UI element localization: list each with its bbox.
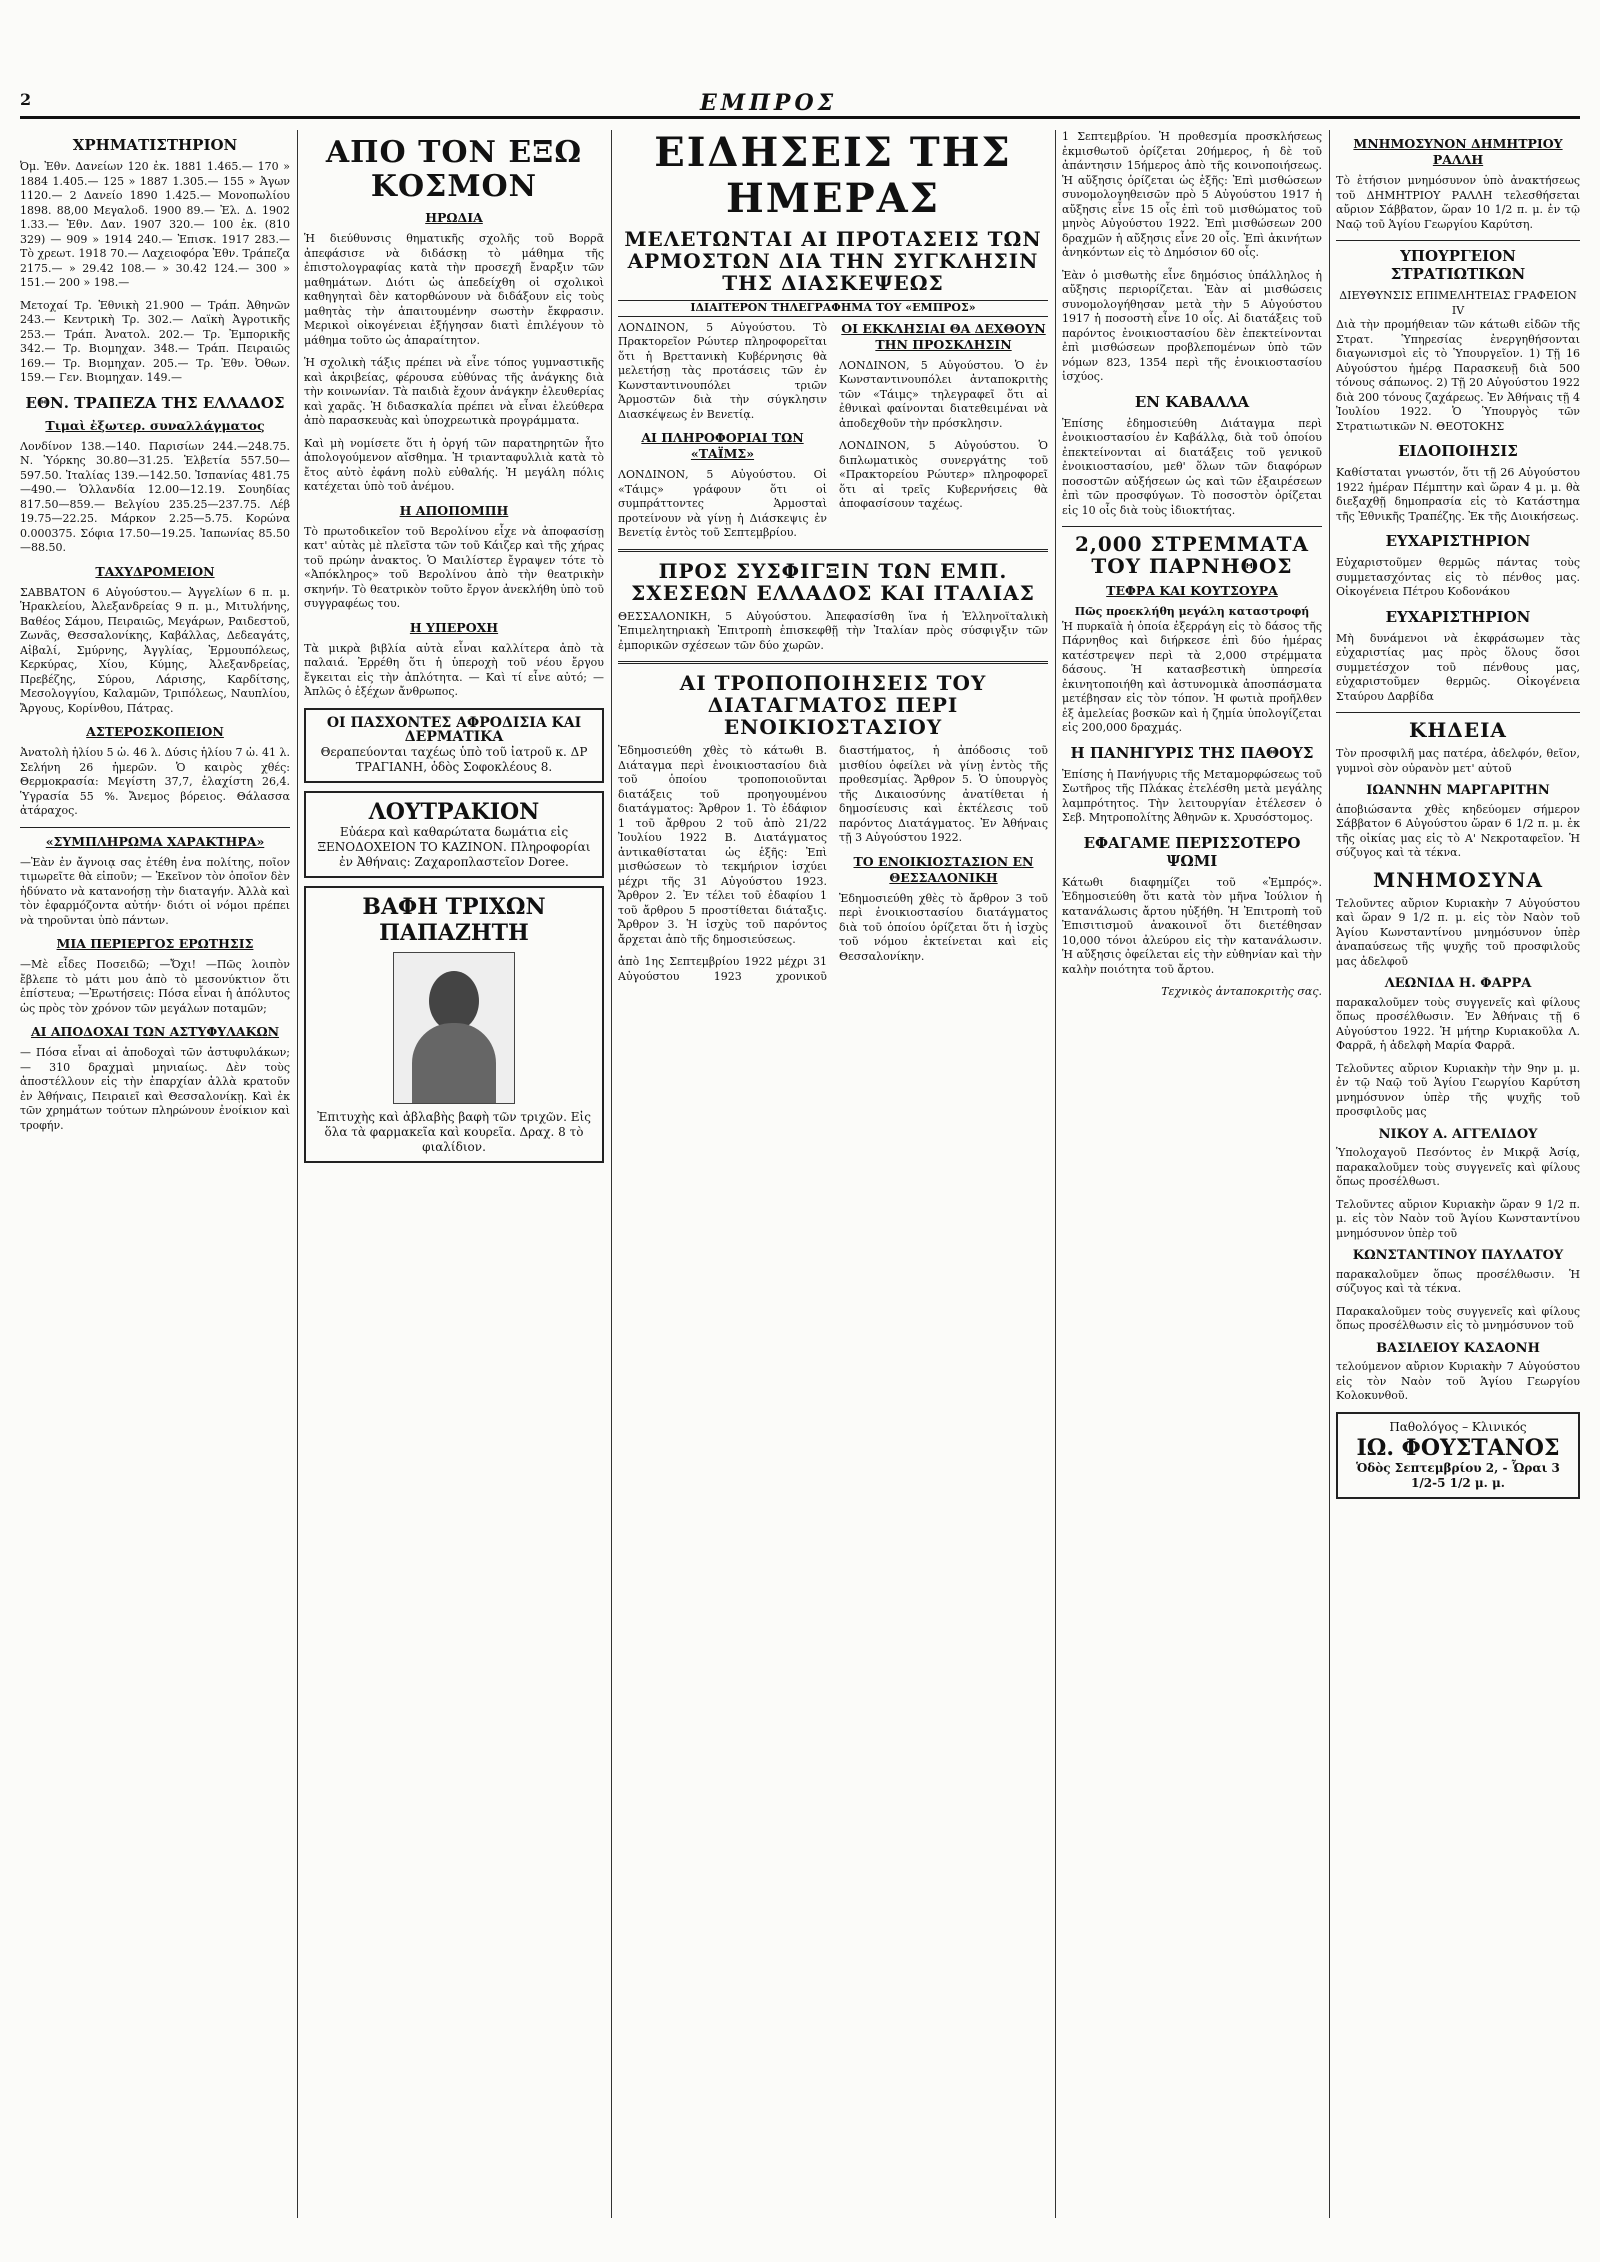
article-text: — Πόσα εἶναι αἱ ἀποδοχαὶ τῶν ἀστυφυλάκων; — 310 δραχμαὶ μηνιαίως. Δὲν τοὺς ἀποστέλλουν εἰς τὴν ἐπαρχίαν ἀλλὰ κρατοῦν ἐν Ἀθήναις, Πειραιεῖ καὶ Θεσσαλονίκῃ. Καὶ ἐκ τῶν χρημάτων τούτων πληρώνουν ἐνοίκιον καὶ τροφήν. <box>20 1046 290 1132</box>
column-divider <box>1055 130 1056 2218</box>
article-text: Καὶ μὴ νομίσετε ὅτι ἡ ὀργή τῶν παρατηρητῶν ἦτο ἀπολογούμενον αἴσθημα. Ἡ τριανταφυλλιὰ κατὰ τὸ ἔτος αὐτὸ ἐφάνη πολὺ εὐθαλής. Ἡ μεγάλη πόλις κατέχεται ὑπὸ τοῦ ἀνέμου. <box>304 436 604 493</box>
notice-heading: ΜΝΗΜΟΣΥΝΟΝ ΔΗΜΗΤΡΙΟΥ ΡΑΛΛΗ <box>1353 136 1563 167</box>
notice-text: Τὸ ἐτήσιον μνημόσυνον ὑπὸ ἀνακτήσεως τοῦ ΔΗΜΗΤΡΙΟΥ ΡΑΛΛΗ τελεσθήσεται αὔριον Σάββατον, ὥραν 10 1/2 π. μ. ἐν τῷ Ναῷ τοῦ Ἁγίου Γεωργίου Καρύτση. <box>1336 174 1580 231</box>
article-text: ΛΟΝΔΙΝΟΝ, 5 Αὐγούστου. Ὁ ἐν Κωνσταντινουπόλει ἀνταποκριτὴς τῶν «Τάιμς» τηλεγραφεῖ ὅτι αἱ ἐθνικαὶ φαίνονται διατεθειμέναι νὰ ἀποδεχθοῦν τὴν πρόσκλησιν. <box>839 358 1048 430</box>
section-heading: ΕΘΝ. ΤΡΑΠΕΖΑ ΤΗΣ ΕΛΛΑΔΟΣ <box>25 393 285 412</box>
section-heading: ΤΑΧΥΔΡΟΜΕΙΟΝ <box>95 563 215 579</box>
article-text: Τὰ μικρὰ βιβλία αὐτὰ εἶναι καλλίτερα ἀπὸ τὰ παλαιά. Ἐρρέθη ὅτι ἡ ὑπεροχὴ τοῦ νέου ἔργου ἔγκειται εἰς τὴν ἀπλότητα. — Καὶ τί εἶνε αὐτό; — Ἀπλῶς ὁ ἐξέχων ἄνθρωπος. <box>304 641 604 698</box>
column-divider <box>297 130 298 2218</box>
article-heading: Η ΠΑΝΗΓΥΡΙΣ ΤΗΣ ΠΑΘΟΥΣ <box>1070 743 1314 762</box>
article-subheading: ΤΕΦΡΑ ΚΑΙ ΚΟΥΤΣΟΥΡΑ <box>1106 583 1278 598</box>
notice-text: Εὐχαριστοῦμεν θερμῶς πάντας τοὺς συμμετασχόντας εἰς τὸ πένθος μας. Οἰκογένεια Πέτρου Κοδονάκου <box>1336 556 1580 598</box>
article-text: —Μὲ εἶδες Ποσειδῶ; —Ὄχι! —Πῶς λοιπὸν ἔβλεπε τὸ μάτι μου ἀπὸ τὸ μεσονύκτιον ὅτι ἐπίστευα; —Ἐρωτήσεις: Πόσα εἶναι ἡ ἀπόλυτος ὡς πρὸς τὸν χρόνον τῶν μεγάλων ποταμῶν; <box>20 958 290 1015</box>
ad-title: ΟΙ ΠΑΣΧΟΝΤΕΣ ΑΦΡΟΔΙΣΙΑ ΚΑΙ ΔΕΡΜΑΤΙΚΑ <box>326 714 582 745</box>
article-text: Ἡ διεύθυνσις θηματικῆς σχολῆς τοῦ Βορρᾶ ἀπεφάσισε νὰ διδάσκῃ τὸ μάθημα τῆς ἐπιστολογραφίας κατὰ τὴν προσεχῆ ἔναρξιν τῶν μαθημάτων. Διότι ὡς ἀπεδείχθη οἱ σχολικοὶ καθηγηταὶ δὲν κατορθώνουν νὰ διδάξουν εἰς τοὺς μαθητὰς τὴν ἀπαιτουμένην σωστὴν ἔκφρασιν. Μερικοὶ οἰκογένειαι ἐξήγησαν διατὶ ἐπιλέγουν τὸ μάθημα τοῦτο ὡς ἀπαραίτητον. <box>304 232 604 347</box>
advertisement <box>304 886 604 1163</box>
masthead <box>20 90 1580 119</box>
article-heading: ΕΦΑΓΑΜΕ ΠΕΡΙΣΣΟΤΕΡΟ ΨΩΜΙ <box>1083 833 1301 870</box>
article-headline: 2,000 ΣΤΡΕΜΜΑΤΑ ΤΟΥ ΠΑΡΝΗΘΟΣ <box>1074 532 1310 578</box>
signature: Τεχνικὸς ἀνταποκριτὴς σας. <box>1161 985 1322 998</box>
column-divider <box>611 130 612 2218</box>
article-text: ΘΕΣΣΑΛΟΝΙΚΗ, 5 Αὐγούστου. Ἀπεφασίσθη ἵνα ἡ Ἑλληνοϊταλικὴ Ἐπιμελητηριακὴ Ἐπιτροπὴ ἐπισκεφθῇ τὴν Ἰταλίαν πρὸς σύσφιγξιν τῶν ἐμπορικῶν σχέσεων τῶν δύο χωρῶν. <box>618 609 1048 652</box>
column-1 <box>20 130 290 2218</box>
deceased-name: ΙΩΑΝΝΗΝ ΜΑΡΓΑΡΙΤΗΝ <box>1366 783 1550 798</box>
section-heading: ΑΣΤΕΡΟΣΚΟΠΕΙΟΝ <box>86 724 224 739</box>
newspaper-title: ΕΜΠΡΟΣ <box>700 90 838 116</box>
deceased-name: ΚΩΝΣΤΑΝΤΙΝΟΥ ΠΑΥΛΑΤΟΥ <box>1352 1248 1564 1263</box>
notice-text: Διὰ τὴν προμήθειαν τῶν κάτωθι εἰδῶν τῆς Στρατ. Ὑπηρεσίας ἐνεργηθήσονται διαγωνισμοὶ εἰς τὸ Ὑπουργεῖον. 1) Τῇ 16 Αὐγούστου ἡμέρᾳ Παρασκευῇ διὰ 500 τόνους σάπωνος. 2) Τῇ 20 Αὐγούστου 1922 διὰ 200 τόνους ζαχάρεως. Ἐν Ἀθήναις τῇ 4 Ἰουλίου 1922. Ὁ Ὑπουργὸς τῶν Στρατιωτικῶν Ν. ΘΕΟΤΟΚΗΣ <box>1336 318 1580 433</box>
ad-subtitle: Παθολόγος – Κλινικός <box>1389 1419 1527 1434</box>
article-text: Ἡ πυρκαϊὰ ἡ ὁποία ἐξερράγη εἰς τὸ δάσος τῆς Πάρνηθος καὶ διήρκεσε ἐπὶ δύο ἡμέρας κατέστρεψεν περὶ τὰ 2,000 στρέμματα δάσους. Ἡ κατασβεστικὴ ὑπηρεσία ἐκινητοποιήθη καὶ ἀστυνομικὰ ἀποσπάσματα μετέβησαν εἰς τὸν τόπον. Ἡ φωτιὰ προῆλθεν ἐξ ἀμελείας βοσκῶν καὶ ἡ ζημία ὑπολογίζεται εἰς 200,000 δραχμάς. <box>1062 619 1322 734</box>
notice-heading: ΜΝΗΜΟΣΥΝΑ <box>1372 867 1544 892</box>
notice-heading: ΕΙΔΟΠΟΙΗΣΙΣ <box>1398 442 1518 460</box>
article-headline: ΜΕΛΕΤΩΝΤΑΙ ΑΙ ΠΡΟΤΑΣΕΙΣ ΤΩΝ ΑΡΜΟΣΤΩΝ ΔΙΑ ΤΗΝ ΣΥΓΚΛΗΣΙΝ ΤΗΣ ΔΙΑΣΚΕΨΕΩΣ <box>624 227 1042 295</box>
market-quotes: Ὀμ. Ἐθν. Δανείων 120 ἐκ. 1881 1.465.— 170 » 1884 1.405.— 125 » 1887 1.305.— 155 » Ἀγων 1120.— 2 Δανείο 1890 1.425.— Μονοπωλίου 1898. 88,00 Μεγαλοδ. 1900 89.— Ἐλ. Δ. 1902 1.33.— Ἐθν. Δαν. 1907 320.— 100 ἐκ. (810 329) — 909 » 1914 240.— Ἐπισκ. 1917 283.— Τὸ χρεωτ. 1918 70.— Λαχειοφόρα Ἐθν. Τράπεζα 2175.— » 29.42 108.— » 30.42 124.— 300 » 151.— 200 » 198.— <box>20 160 290 289</box>
article-text: ἀπὸ 1ης Σεπτεμβρίου 1922 μέχρι 31 Αὐγούστου 1923 χρονικοῦ διαστήματος, ἡ ἀπόδοσις τοῦ μισθίου ὀφείλει νὰ γίνῃ ἐντὸς τῆς προθεσμίας. Ἄρθρον 5. Ὁ ὑπουργὸς τῆς Δικαιοσύνης ἀνατίθεται ἡ δημοσίευσις καὶ ἐκτέλεσις τοῦ παρόντος Διατάγματος. Ἐν Ἀθήναις τῇ 3 Αὐγούστου 1922. <box>618 744 1048 983</box>
section-banner: ΑΠΟ ΤΟΝ ΕΞΩ ΚΟΣΜΟΝ <box>325 135 583 204</box>
article-text: ΛΟΝΔΙΝΟΝ, 5 Αὐγούστου. Τὸ Πρακτορεῖον Ρώυτερ πληροφορεῖται ὅτι ἡ Βρεττανικὴ Κυβέρνησις θὰ μελετήσῃ τὰς προτάσεις τῶν ἐν Κωνσταντινουπόλει τριῶν Ἁρμοστῶν διὰ τὴν σύγκλησιν Διασκέψεως ἐν Βενετίᾳ. <box>618 320 827 421</box>
article-text: Τὸ πρωτοδικεῖον τοῦ Βερολίνου εἶχε νὰ ἀποφασίσῃ κατ' αὐτὰς μὲ πλεῖστα τῶν τοῦ Κάιζερ καὶ τῆς χήρας τοῦ πρώην ἀνακτος. Ὁ Μαιλίστερ ἔγραψεν τότε τὸ «Ἀπόκληρος» τοῦ Βερολίνου ἀπὸ τὴν θεατρικὴν σκηνήν. Τὸ θεατρικὸν τοῦτο ἔργον ἀνεκλήθη ὑπὸ τοῦ συγγραφέως του. <box>304 524 604 610</box>
post-schedule: ΣΑΒΒΑΤΟΝ 6 Αὐγούστου.— Ἀγγελίων 6 π. μ. Ἡρακλείου, Ἀλεξανδρείας 9 π. μ., Μιτυλήνης, Βαθέος Σάμου, Πειραιῶς, Μεγάρων, Ραιδεστοῦ, Ζωνᾶς, Θεσσαλονίκης, Καβάλλας, Δεδεαγάτς, Αἰβαλί, Σμύρνης, Ἀγγλίας, Ἐρμουπόλεως, Κερκύρας, Χίου, Κύμης, Ἀλεξανδρείας, Πρεβέζης, Σύρου, Λάρισης, Καρδίτσης, Μεσολογγίου, Καλαμῶν, Τριπόλεως, Ναυπλίου, Ἄργους, Κορίνθου, Πάτρας. <box>20 585 290 715</box>
notice-heading: ΥΠΟΥΡΓΕΙΟΝ ΣΤΡΑΤΙΩΤΙΚΩΝ <box>1390 247 1526 283</box>
column-5 <box>1336 130 1580 2218</box>
section-heading: ΑΙ ΑΠΟΔΟΧΑΙ ΤΩΝ ΑΣΤΥΦΥΛΑΚΩΝ <box>30 1024 280 1039</box>
article-heading: ΤΟ ΕΝΟΙΚΙΟΣΤΑΣΙΟΝ ΕΝ ΘΕΣΣΑΛΟΝΙΚΗ <box>853 853 1034 885</box>
article-text: ΛΟΝΔΙΝΟΝ, 5 Αὐγούστου. Ὁ διπλωματικὸς συνεργάτης τοῦ «Πρακτορείου Ρώυτερ» πληροφορεῖ ὅτι αἱ τρεῖς Κυβερνήσεις θὰ ἀποφασίσουν ταχέως. <box>839 439 1048 510</box>
ad-text: Ἐπιτυχὴς καὶ ἀβλαβὴς βαφὴ τῶν τριχῶν. Εἰς ὅλα τὰ φαρμακεῖα καὶ κουρεῖα. Δραχ. 8 τὸ φιαλίδιον. <box>317 1109 591 1154</box>
article-headline: ΑΙ ΤΡΟΠΟΠΟΙΗΣΕΙΣ ΤΟΥ ΔΙΑΤΑΓΜΑΤΟΣ ΠΕΡΙ ΕΝΟΙΚΙΟΣΤΑΣΙΟΥ <box>679 671 987 739</box>
headline-subtitle: ΙΔΙΑΙΤΕΡΟΝ ΤΗΛΕΓΡΑΦΗΜΑ ΤΟΥ «ΕΜΠΡΟΣ» <box>618 300 1048 317</box>
article-text: Ἐδημοσιεύθη χθὲς τὸ ἄρθρον 3 τοῦ περὶ ἐνοικιοστασίου διατάγματος διὰ τοῦ ὁποίου ὁρίζεται ὅτι ἡ ἰσχὺς τοῦ νόμου ἐκτείνεται καὶ εἰς Θεσσαλονίκην. <box>839 891 1048 963</box>
notice-heading: ΕΥΧΑΡΙΣΤΗΡΙΟΝ <box>1385 532 1531 550</box>
notice-subheading: ΔΙΕΥΘΥΝΣΙΣ ΕΠΙΜΕΛΗΤΕΙΑΣ ΓΡΑΦΕΙΟΝ IV <box>1339 289 1577 317</box>
divider <box>1062 526 1322 527</box>
column-divider <box>1329 130 1330 2218</box>
article-text: ΛΟΝΔΙΝΟΝ, 5 Αὐγούστου. Οἱ «Τάιμς» γράφουν ὅτι οἱ συμπράττοντες Ἁρμοσταὶ προτείνουν νὰ γίνῃ ἡ Διάσκεψις ἐν Βενετίᾳ ἐντὸς τοῦ Σεπτεμβρίου. <box>618 468 827 539</box>
notice-text: παρακαλοῦμεν ὅπως προσέλθωσιν. Ἡ σύζυγος καὶ τὰ τέκνα. <box>1336 1267 1580 1295</box>
ad-text: Θεραπεύονται ταχέως ὑπὸ τοῦ ἰατροῦ κ. ΔΡ ΤΡΑΓΙΑΝΗ, ὁδὸς Σοφοκλέους 8. <box>320 744 588 774</box>
article-text: Κάτωθι διαφημίζει τοῦ «Ἐμπρός». Ἐδημοσιεύθη ὅτι κατὰ τὸν μῆνα Ἰούλιον ἡ κατανάλωσις ἄρτου ηὐξήθη. Ἡ Ἐπιτροπὴ τοῦ Ἐπισιτισμοῦ ἀνακοινοῖ ὅτι διετέθησαν 10,000 τόνοι ἀλεύρου εἰς τὴν κατανάλωσιν. Ἡ αὔξησις ὀφείλεται εἰς τὴν εὐθηνίαν καὶ τὴν καλὴν ποιότητα τοῦ ἄρτου. <box>1062 875 1322 976</box>
woman-portrait-illustration <box>393 952 515 1104</box>
article-heading: ΕΝ ΚΑΒΑΛΛΑ <box>1134 392 1250 411</box>
ad-title: ΛΟΥΤΡΑΚΙΟΝ <box>368 798 540 825</box>
article-text: 1 Σεπτεμβρίου. Ἡ προθεσμία προσκλήσεως ἐκμισθωτοῦ ὁρίζεται 20ήμερος, ἡ δὲ τοῦ ἀπάντησιν 15ήμερος ἀπὸ τῆς κοινοποιήσεως. Ἡ αὔξησις ὁρίζεται ὡς ἑξῆς: Ἐπὶ μισθώσεων συνομολογηθεισῶν πρὸ 5 Αὐγούστου 1917 ἡ αὔξησις εἶνε 15 οἷς ἐπὶ τοῦ μισθώματος τοῦ μηνὸς Αὐγούστου 1922. Ἐπὶ μισθώσεων 200 δραχμῶν ἡ αὔξησις εἶνε 20 οἷς. Ἐπὶ ἀκινήτων ἀνηκόντων εἰς τὸ Δημόσιον 60 οἷς. <box>1062 130 1322 259</box>
article-heading: ΗΡΩΔΙΑ <box>425 210 483 225</box>
notice-text: Τελοῦντες αὔριον Κυριακὴν 7 Αὐγούστου καὶ ὥραν 9 1/2 π. μ. εἰς τὸν Ναὸν τοῦ Ἁγίου Κωνσταντίνου μνημόσυνον ὑπὲρ ἀναπαύσεως τῆς ψυχῆς τοῦ προσφιλοῦς μας ἀδελφοῦ <box>1336 896 1580 968</box>
two-column-block <box>618 321 1048 541</box>
article-text: Ἐὰν ὁ μισθωτὴς εἶνε δημόσιος ὑπάλληλος ἡ αὔξησις περιορίζεται. Ἐὰν αἱ μισθώσεις συνομολογήθησαν μετὰ τὴν 5 Αὐγούστου 1917 ἡ ποσοστὴ εἶνε 10 οἷς. Αἱ διατάξεις τοῦ παρόντος ἐνοικιοστασίου δὲν ἐπεκτείνονται ἐπὶ μισθώσεων προβλεπομένων ὑπὸ τῶν νόμων 823, 1354 περὶ τῆς ἐνοικιοστασίου ἰσχύος. <box>1062 268 1322 383</box>
ad-address: Ὁδὸς Σεπτεμβρίου 2, - Ὧραι 3 1/2-5 1/2 μ. μ. <box>1356 1460 1560 1490</box>
notice-text: ἀποβιώσαντα χθὲς κηδεύομεν σήμερον Σάββατον 6 Αὐγούστου ὥραν 6 1/2 π. μ. ἐκ τῆς οἰκίας μας εἰς τὸ Α' Νεκροταφεῖον. Ἡ σύζυγος καὶ τὰ τέκνα. <box>1336 802 1580 859</box>
article-heading: Η ΑΠΟΠΟΜΠΗ <box>399 502 509 518</box>
notice-heading: ΚΗΔΕΙΑ <box>1409 718 1507 742</box>
deceased-name: ΒΑΣΙΛΕΙΟΥ ΚΑΣΑΟΝΗ <box>1376 1340 1540 1356</box>
shares-quotes: Μετοχαί Τρ. Ἑθνικὴ 21.900 — Τράπ. Ἀθηνῶν 243.— Κεντρικὴ Τρ. 302.— Λαϊκὴ Ἀγροτικῆς 253.— Τράπ. Ἀνατολ. 202.— Τρ. Ἐμπορικῆς 342.— Τρ. Βιομηχαν. 348.— Τράπ. Πειραιῶς 169.— Τρ. Βιομηχαν. 205.— Τρ. Ἐθν. Ὀθων. 159.— Γεν. Βιομηχαν. 149.— <box>20 298 290 384</box>
notice-text: Τὸν προσφιλῆ μας πατέρα, ἀδελφόν, θεῖον, γυμνοὶ σὸν οὐρανὸν μετ' αὐτοῦ <box>1336 747 1580 775</box>
ad-text: Εὐάερα καὶ καθαρώτατα δωμάτια εἰς ΞΕΝΟΔΟΧΕΙΟΝ ΤΟ ΚΑΖΙΝΟΝ. Πληροφορίαι ἐν Ἀθήναις: Ζαχαροπλαστεῖον Doree. <box>317 824 591 869</box>
ad-title: ΒΑΦΗ ΤΡΙΧΩΝ ΠΑΠΑΖΗΤΗ <box>362 893 546 946</box>
weather-report: Ἀνατολὴ ἡλίου 5 ὡ. 46 λ. Δύσις ἡλίου 7 ὡ. 41 λ. Σελήνη 26 ἡμερῶν. Ὁ καιρὸς χθές: Θερμοκρασία: Μεγίστη 37,7, ἐλαχίστη 26,4. Ὑγρασία 55 %. Ἄνεμος βόρειος. Θάλασσα ἀτάραχος. <box>20 746 290 817</box>
exchange-rates: Λονδίνον 138.—140. Παρισίων 244.—248.75. Ν. Ὑόρκης 30.80—31.25. Ἑλβετία 557.50—597.50. Ἰταλίας 139.—142.50. Ἰσπανίας 481.75—490.— Ὁλλανδία 12.00—12.19. Σουηδίας 817.50—859.— Βελγίου 235.25—237.75. Λέβ 19.75—22.25. Μάρκον 2.25—5.75. Κορώνα 0.000375. Σόφια 17.50—19.25. Ἰαπωνίας 85.50—88.50. <box>20 439 290 554</box>
article-heading: ΟΙ ΕΚΚΛΗΣΙΑΙ ΘΑ ΔΕΧΘΟΥΝ ΤΗΝ ΠΡΟΣΚΛΗΣΙΝ <box>841 320 1046 352</box>
notice-text: τελούμενον αὔριον Κυριακὴν 7 Αὐγούστου εἰς τὸν Ναὸν τοῦ Ἁγίου Γεωργίου Κολοκυνθοῦ. <box>1336 1360 1580 1402</box>
ad-title: ΙΩ. ΦΟΥΣΤΑΝΟΣ <box>1356 1434 1560 1461</box>
divider <box>618 661 1048 664</box>
deceased-name: ΝΙΚΟΥ Α. ΑΓΓΕΛΙΔΟΥ <box>1378 1126 1538 1142</box>
article-heading: ΑΙ ΠΛΗΡΟΦΟΡΙΑΙ ΤΩΝ «ΤΑΪΜΣ» <box>641 430 804 461</box>
article-text: Ἐπίσης ἐδημοσιεύθη Διάταγμα περὶ ἐνοικιοστασίου ἐν Καβάλλᾳ, διὰ τοῦ ὁποίου ἐπεκτείνονται αἱ διατάξεις τοῦ γενικοῦ ἐνοικιοστασίου, μεθ' ὅλων τῶν διαφόρων ποσοστῶν αὐξήσεων ὡς καὶ τῶν ἐξαιρέσεων ἐπὶ τῶν προσφύγων. Τὸ ποσοστὸν ὁρίζεται εἰς 10 οἷς διὰ τοὺς ἰδιοκτήτας. <box>1062 416 1322 517</box>
article-headline: ΠΡΟΣ ΣΥΣΦΙΓΞΙΝ ΤΩΝ ΕΜΠ. ΣΧΕΣΕΩΝ ΕΛΛΑΔΟΣ ΚΑΙ ΙΤΑΛΙΑΣ <box>631 558 1035 605</box>
section-heading: ΜΙΑ ΠΕΡΙΕΡΓΟΣ ΕΡΩΤΗΣΙΣ <box>56 936 254 951</box>
notice-text: Καθίσταται γνωστόν, ὅτι τῇ 26 Αὐγούστου 1922 ἡμέραν Πέμπτην καὶ ὥραν 4 μ. μ. θὰ διεξαχθῇ δημοπρασία εἰς τὸ Κατάστημα τῆς Ἐθνικῆς Τραπέζης. Ἐκ τῆς Διοικήσεως. <box>1336 466 1580 523</box>
notice-text: Μὴ δυνάμενοι νὰ ἐκφράσωμεν τὰς εὐχαριστίας μας πρὸς ὅλους ὅσοι συμμετέσχον τοῦ πένθους μας, εὐχαριστοῦμεν θερμῶς. Οἰκογένεια Σταύρου Δαρβίδα <box>1336 631 1580 703</box>
advertisement <box>304 791 604 878</box>
article-text: Ἐπίσης ἡ Πανήγυρις τῆς Μεταμορφώσεως τοῦ Σωτῆρος τῆς Πλάκας ἐτελέσθη μετὰ μεγάλης λαμπρότητος. Τὴν λειτουργίαν ἐτέλεσεν ὁ Σεβ. Μητροπολίτης Ἀθηνῶν κ. Χρυσόστομος. <box>1062 767 1322 824</box>
article-text: —Ἐὰν ἐν ἄγνοιᾳ σας ἐτέθη ἐνα πολίτης, ποῖον τιμωρεῖτε θὰ εἰποῦν; — Ἐκεῖνον τὸν ὁποῖον δὲν ἠδύνατο νὰ κατανοήσῃ τὴν διαταγήν. Ἀλλὰ καὶ τὸν ἐφαρμόζοντα αὐτήν· διότι οἱ νόμοι πρέπει νὰ τηροῦνται ὑπὸ πάντων. <box>20 855 290 927</box>
article-subheading: Πῶς προεκλήθη μεγάλη καταστροφή <box>1074 605 1310 618</box>
article-heading: Η ΥΠΕΡΟΧΗ <box>409 619 499 635</box>
newspaper-page <box>20 18 1580 2218</box>
notice-heading: ΕΥΧΑΡΙΣΤΗΡΙΟΝ <box>1385 607 1531 626</box>
divider <box>1336 712 1580 713</box>
notice-text: Τελοῦντες αὔριον Κυριακὴν τὴν 9ην μ. μ. ἐν τῷ Ναῷ τοῦ Ἁγίου Γεωργίου Καρύτση μνημόσυνον ὑπὲρ τῆς ψυχῆς τοῦ προσφιλοῦς μας <box>1336 1061 1580 1118</box>
column-3 <box>618 130 1048 2218</box>
article-text: Ἡ σχολικὴ τάξις πρέπει νὰ εἶνε τόπος γυμναστικῆς καὶ ἀκριβείας, φέρουσα εὐθύνας τῆς ἀνάγκης διὰ τὴν κοινωνίαν. Τὰ παιδιὰ ἔχουν ἀνάγκην ἐλευθερίας καὶ χαρᾶς. Ἡ διδασκαλία πρέπει νὰ εἶναι ἐλεύθερα ἀπὸ παρασκευὰς καὶ ὑποχρεωτικὰ προγράμματα. <box>304 356 604 427</box>
notice-text: παρακαλοῦμεν τοὺς συγγενεῖς καὶ φίλους ὅπως προσέλθωσιν. Ἐν Ἀθήναις τῇ 6 Αὐγούστου 1922. Ἡ μήτηρ Κυριακοῦλα Λ. Φαρρᾶ, ἡ ἀδελφὴ Μαρία Φαρρᾶ. <box>1336 995 1580 1052</box>
section-heading: «ΣΥΜΠΛΗΡΩΜΑ ΧΑΡΑΚΤΗΡΑ» <box>45 833 265 849</box>
article-text: Ἐδημοσιεύθη χθὲς τὸ κάτωθι Β. Διάταγμα περὶ ἐνοικιοστασίου διὰ τοῦ ὁποίου τροποποιοῦνται διατάξεις τοῦ προηγουμένου διατάγματος: Ἄρθρον 1. Τὸ ἐδάφιον 1 τοῦ ἄρθρου 2 τοῦ ἀπὸ 21/22 Ἰουλίου 1922 Β. Διατάγματος ἀντικαθίσταται ὡς ἑξῆς: Ἐπὶ μισθώσεων τὸ τεκμήριον ἰσχύει μέχρι τῆς 31 Αὐγούστου 1923. Ἄρθρον 2. Ἐν τέλει τοῦ ἐδαφίου 1 τοῦ ἄρθρου 5 προστίθεται διάταξις. Ἄρθρον 3. Ἡ ἰσχὺς τοῦ παρόντος ἄρχεται ἀπὸ τῆς δημοσιεύσεως. <box>618 744 827 946</box>
column-2 <box>304 130 604 2218</box>
notice-text: Παρακαλοῦμεν τοὺς συγγενεῖς καὶ φίλους ὅπως προσέλθωσιν εἰς τὸ μνημόσυνον τοῦ <box>1336 1304 1580 1332</box>
advertisement <box>1336 1412 1580 1499</box>
divider <box>618 549 1048 552</box>
notice-text: Ὑπολοχαγοῦ Πεσόντος ἐν Μικρᾷ Ἀσίᾳ, παρακαλοῦμεν τοὺς συγγενεῖς καὶ φίλους ὅπως προσέλθωσι. <box>1336 1146 1580 1188</box>
notice-text: Τελοῦντες αὔριον Κυριακὴν ὥραν 9 1/2 π. μ. εἰς τὸν Ναὸν τοῦ Ἁγίου Κωνσταντίνου μνημόσυνον ὑπὲρ τοῦ <box>1336 1197 1580 1240</box>
deceased-name: ΛΕΩΝΙΔΑ Η. ΦΑΡΡΑ <box>1384 976 1532 991</box>
two-column-block <box>618 744 1048 984</box>
page-number: 2 <box>20 90 32 109</box>
advertisement <box>304 708 604 783</box>
section-heading: ΧΡΗΜΑΤΙΣΤΗΡΙΟΝ <box>72 136 238 154</box>
section-banner: ΕΙΔΗΣΕΙΣ ΤΗΣ ΗΜΕΡΑΣ <box>654 130 1012 222</box>
divider <box>1336 240 1580 241</box>
column-4 <box>1062 130 1322 2218</box>
section-subheading: Τιμαὶ ἐξωτερ. συναλλάγματος <box>45 417 265 433</box>
divider <box>20 827 290 828</box>
